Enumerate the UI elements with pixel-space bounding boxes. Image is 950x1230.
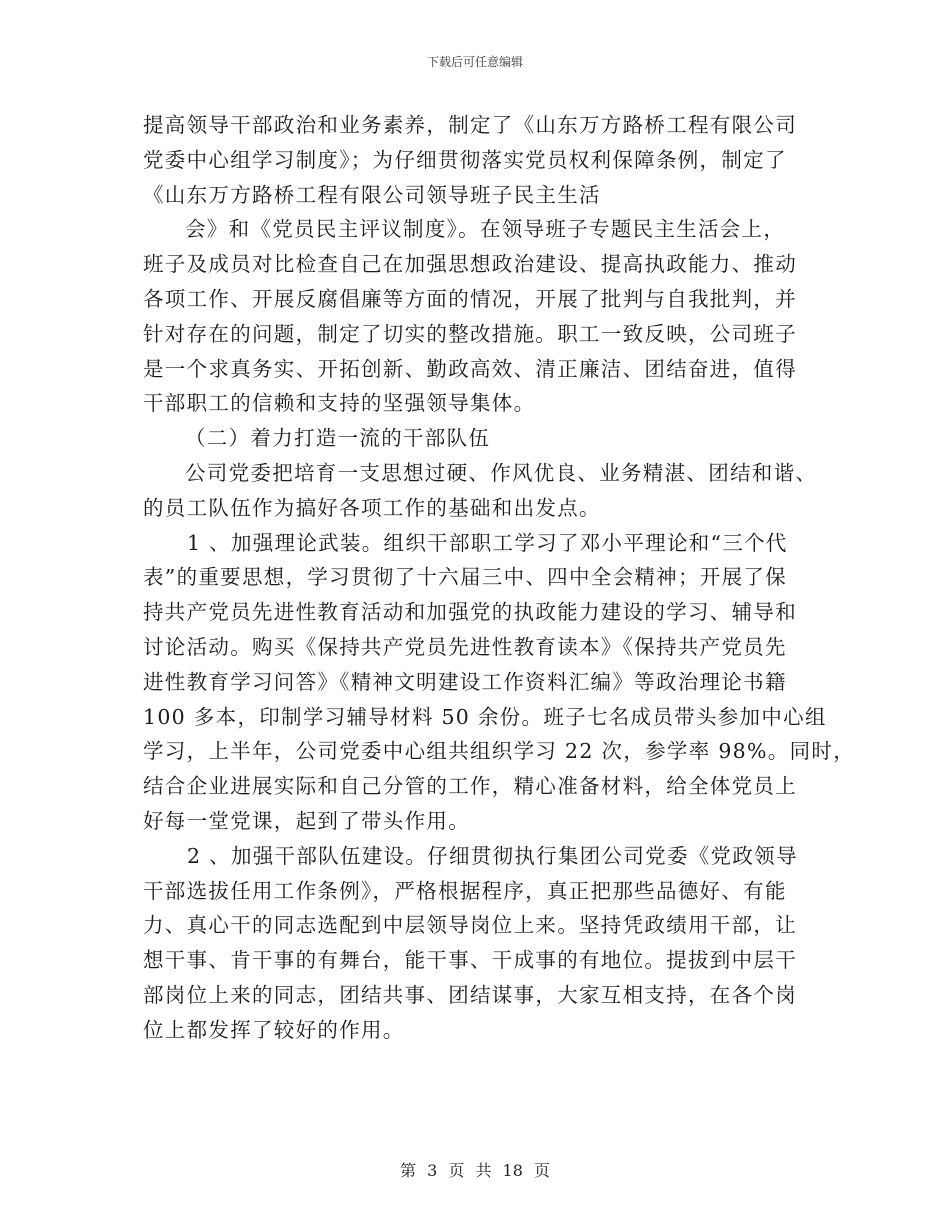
text-line: 公司党委把培育一支思想过硬、作风优良、业务精湛、团结和谐、 (185, 460, 818, 485)
text-line: 部岗位上来的同志，团结共事、团结谋事，大家互相支持，在各个岗 (143, 982, 797, 1007)
text-line: 1 、加强理论武装。组织干部职工学习了邓小平理论和“三个代 (187, 530, 788, 555)
text-line: 提高领导干部政治和业务素养，制定了《山东万方路桥工程有限公司 (143, 113, 797, 137)
page-footer: 第 3 页 共 18 页 (400, 1161, 550, 1180)
text-line: 位上都发挥了较好的作用。 (143, 1017, 405, 1042)
text-line: 的员工队伍作为搞好各项工作的基础和出发点。 (143, 495, 601, 520)
text-line: 表”的重要思想，学习贯彻了十六届三中、四中全会精神；开展了保 (143, 565, 787, 590)
text-line: 会》和《党员民主评议制度》。在领导班子专题民主生活会上， (185, 217, 786, 242)
text-line: 进性教育学习问答》《精神文明建设工作资料汇编》等政治理论书籍 (143, 669, 787, 694)
text-line: 是一个求真务实、开拓创新、勤政高效、清正廉洁、团结奋进，值得 (143, 356, 797, 381)
text-line: 《山东万方路桥工程有限公司领导班子民主生活 (143, 182, 601, 207)
text-line: 力、真心干的同志选配到中层领导岗位上来。坚持凭政绩用干部，让 (143, 913, 797, 938)
text-line: 持共产党员先进性教育活动和加强党的执政能力建设的学习、辅导和 (143, 600, 797, 625)
section-heading: （二）着力打造一流的干部队伍 (185, 426, 491, 451)
text-line: 干部职工的信赖和支持的坚强领导集体。 (143, 391, 536, 416)
document-body (143, 108, 855, 1048)
text-line: 结合企业进展实际和自己分管的工作，精心准备材料，给全体党员上 (143, 774, 797, 799)
text-line: 班子及成员对比检查自己在加强思想政治建设、提高执政能力、推动 (143, 252, 797, 277)
text-line: 学习，上半年，公司党委中心组共组织学习 22 次，参学率 98%。同时， (143, 739, 855, 764)
text-line: 党委中心组学习制度》；为仔细贯彻落实党员权利保障条例，制定了 (143, 147, 787, 172)
text-line: 各项工作、开展反腐倡廉等方面的情况，开展了批判与自我批判，并 (143, 286, 797, 311)
text-line: 想干事、肯干事的有舞台，能干事、干成事的有地位。提拔到中层干 (143, 948, 797, 973)
text-line: 100 多本，印制学习辅导材料 50 余份。班子七名成员带头参加中心组 (143, 704, 827, 729)
text-line: 好每一堂党课，起到了带头作用。 (143, 808, 470, 833)
text-line: 讨论活动。购买《保持共产党员先进性教育读本》《保持共产党员先 (143, 634, 787, 659)
text-line: 针对存在的问题，制定了切实的整改措施。职工一致反映，公司班子 (143, 321, 797, 346)
page-header: 下载后可任意编辑 (426, 55, 523, 69)
text-line: 2 、加强干部队伍建设。仔细贯彻执行集团公司党委《党政领导 (187, 843, 798, 868)
text-line: 干部选拔任用工作条例》，严格根据程序，真正把那些品德好、有能 (143, 878, 787, 903)
